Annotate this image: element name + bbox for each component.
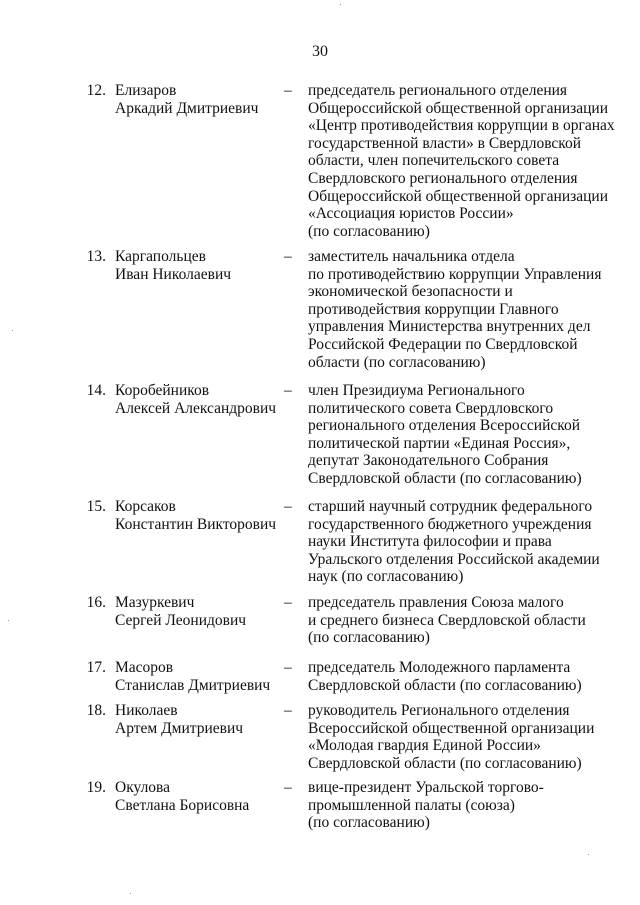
member-name <box>115 82 285 117</box>
member-name <box>115 779 285 814</box>
entry-number: 13. <box>86 248 106 265</box>
position-line: экономической безопасности и <box>308 283 513 301</box>
scan-speck <box>340 4 341 5</box>
member-given-names: Алексей Александрович <box>115 399 277 417</box>
position-line: политической партии «Единая Россия», <box>308 434 571 452</box>
member-surname: Мазуркевич <box>115 594 195 611</box>
member-position <box>308 659 608 694</box>
entry-dash: – <box>284 382 292 399</box>
position-line: Уральского отделения Российской академии <box>308 550 600 568</box>
member-position <box>308 382 608 488</box>
position-line: (по согласованию) <box>308 814 430 832</box>
member-position <box>308 82 615 240</box>
entry-number: 15. <box>86 498 106 515</box>
entry-dash: – <box>284 779 292 796</box>
position-line: государственного бюджетного учреждения <box>308 515 592 533</box>
member-position <box>308 248 608 371</box>
member-name <box>115 248 285 283</box>
position-line: Свердловской области (по согласованию) <box>308 754 582 772</box>
member-position <box>308 702 608 772</box>
entry-dash: – <box>284 594 292 611</box>
position-line: Свердловской области (по согласованию) <box>308 469 582 487</box>
member-given-names: Артем Дмитриевич <box>115 719 244 737</box>
member-given-names: Светлана Борисовна <box>115 796 250 814</box>
scan-speck <box>130 893 131 894</box>
scan-speck <box>12 330 13 331</box>
position-line: противодействия коррупции Главного <box>308 300 559 318</box>
position-line: Российской Федерации по Свердловской <box>308 335 578 353</box>
member-position <box>308 779 608 832</box>
entry-dash: – <box>284 659 292 676</box>
position-line: депутат Законодательного Собрания <box>308 452 549 470</box>
member-surname: Масоров <box>115 659 174 676</box>
position-line: (по согласованию) <box>308 629 430 647</box>
position-line: науки Института философии и права <box>308 533 552 551</box>
scan-speck <box>8 620 9 621</box>
position-line: председатель Молодежного парламента <box>308 659 571 676</box>
position-line: и среднего бизнеса Свердловской области <box>308 611 586 629</box>
position-line: заместитель начальника отдела <box>308 248 515 265</box>
position-line: председатель регионального отделения <box>308 82 568 99</box>
entry-dash: – <box>284 702 292 719</box>
member-given-names: Аркадий Дмитриевич <box>115 99 259 117</box>
member-name <box>115 659 285 694</box>
member-name <box>115 498 285 533</box>
member-surname: Каргапольцев <box>115 248 206 265</box>
member-position <box>308 594 608 647</box>
position-line: Общероссийской общественной организации <box>308 99 608 117</box>
position-line: председатель правления Союза малого <box>308 594 564 611</box>
position-line: государственной власти» в Свердловской <box>308 134 582 152</box>
position-line: «Молодая гвардия Единой России» <box>308 737 541 755</box>
member-given-names: Станислав Дмитриевич <box>115 676 271 694</box>
position-line: наук (по согласованию) <box>308 568 464 586</box>
member-position <box>308 498 608 586</box>
position-line: вице-президент Уральской торгово- <box>308 779 544 796</box>
position-line: промышленной палаты (союза) <box>308 796 515 814</box>
position-line: Всероссийской общественной организации <box>308 719 595 737</box>
position-line: регионального отделения Всероссийской <box>308 417 581 435</box>
position-line: «Центр противодействия коррупции в органах <box>308 117 615 135</box>
position-line: политического совета Свердловского <box>308 399 554 417</box>
entry-number: 17. <box>86 659 106 676</box>
member-surname: Коробейников <box>115 382 210 399</box>
position-line: руководитель Регионального отделения <box>308 702 570 719</box>
entry-dash: – <box>284 82 292 99</box>
position-line: Свердловской области (по согласованию) <box>308 676 582 694</box>
entry-number: 18. <box>86 702 106 719</box>
position-line: Свердловского регионального отделения <box>308 169 578 187</box>
position-line: по противодействию коррупции Управления <box>308 265 602 283</box>
member-given-names: Иван Николаевич <box>115 265 232 283</box>
entry-number: 12. <box>86 82 106 99</box>
page-number: 30 <box>312 43 328 60</box>
position-line: Общероссийской общественной организации <box>308 187 608 205</box>
entry-dash: – <box>284 498 292 515</box>
position-line: старший научный сотрудник федерального <box>308 498 593 515</box>
member-surname: Елизаров <box>115 82 177 99</box>
member-surname: Корсаков <box>115 498 176 515</box>
member-surname: Окулова <box>115 779 171 796</box>
entry-number: 19. <box>86 779 106 796</box>
position-line: «Ассоциация юристов России» <box>308 205 514 223</box>
member-surname: Николаев <box>115 702 178 719</box>
scan-speck <box>588 854 589 855</box>
member-name <box>115 594 285 629</box>
position-line: член Президиума Регионального <box>308 382 525 399</box>
member-name <box>115 702 285 737</box>
entry-number: 14. <box>86 382 106 399</box>
position-line: управления Министерства внутренних дел <box>308 318 591 336</box>
member-given-names: Константин Викторович <box>115 515 277 533</box>
member-name <box>115 382 285 417</box>
position-line: области, член попечительского совета <box>308 152 560 170</box>
entry-number: 16. <box>86 594 106 611</box>
member-given-names: Сергей Леонидович <box>115 611 247 629</box>
position-line: области (по согласованию) <box>308 353 486 371</box>
entry-dash: – <box>284 248 292 265</box>
position-line: (по согласованию) <box>308 222 430 240</box>
